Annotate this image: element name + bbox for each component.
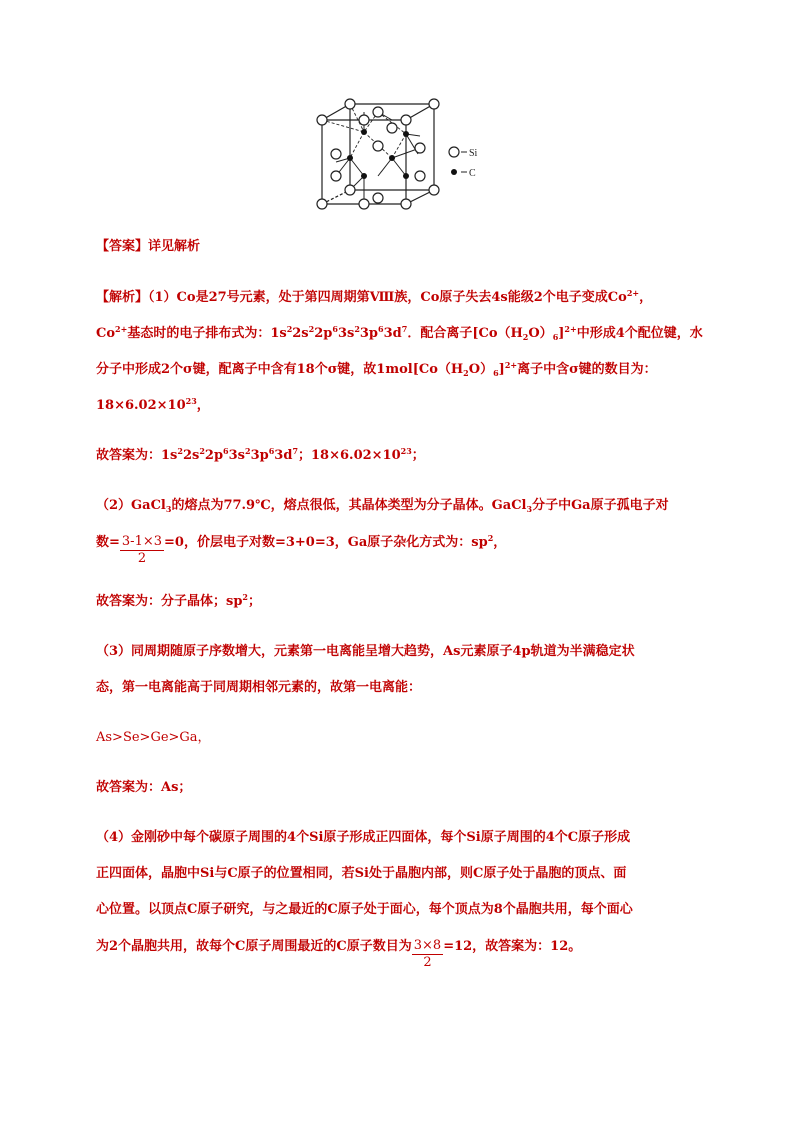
- text-run: ，: [639, 290, 653, 305]
- text-run: ]: [558, 326, 565, 341]
- text-run: ]: [498, 362, 505, 377]
- analysis-p1-line3: [96, 361, 657, 379]
- analysis-p2-answer: [96, 593, 261, 611]
- fraction-denominator: 2: [137, 551, 147, 566]
- text-run: ，: [196, 398, 210, 413]
- subscript: 3: [526, 504, 533, 514]
- text-run: 3s: [337, 326, 355, 341]
- subscript: 2: [463, 368, 469, 378]
- text-run: 故答案为：1s: [96, 448, 178, 463]
- superscript: 2: [487, 533, 494, 543]
- analysis-p3-line2: 态，第一电离能高于同周期相邻元素的，故第一电离能：: [96, 680, 422, 695]
- analysis-p4-line3: 心位置。以顶点C原子研究，与之最近的C原子处于面心，每个顶点为8个晶胞共用，每个面心: [96, 902, 633, 917]
- analysis-p3-line1: （3）同周期随原子序数增大，元素第一电离能呈增大趋势，As元素原子4p轨道为半满稳定状: [96, 644, 635, 659]
- analysis-tag: 【解析】: [96, 290, 149, 305]
- analysis-p4-line2: 正四面体，晶胞中Si与C原子的位置相同，若Si处于晶胞内部，则C原子处于晶胞的顶点、面: [96, 866, 627, 881]
- superscript: 2: [177, 446, 183, 456]
- superscript: 23: [400, 446, 412, 456]
- text-run: Co: [96, 326, 116, 341]
- subscript: 2: [522, 332, 529, 342]
- text-run: 2s: [182, 448, 200, 463]
- superscript: 2: [354, 324, 360, 334]
- superscript: 2: [245, 446, 251, 456]
- text-run: 3s: [228, 448, 245, 463]
- answer-text: 详见解析: [148, 239, 201, 254]
- text-run: ；: [248, 594, 262, 609]
- superscript: 6: [378, 324, 384, 334]
- analysis-p4-line4: [96, 930, 582, 970]
- superscript: 6: [223, 446, 229, 456]
- subscript: 6: [552, 332, 559, 342]
- fraction-nearest-c: [412, 938, 443, 971]
- superscript: 6: [268, 446, 275, 456]
- analysis-p2-line1: [96, 497, 669, 515]
- answer-line: [96, 238, 200, 256]
- fraction-lone-pairs: [120, 534, 164, 567]
- text-run: 2s: [292, 326, 309, 341]
- analysis-p1-line4: [96, 397, 210, 415]
- superscript: 2: [286, 324, 293, 334]
- superscript: 23: [185, 396, 197, 406]
- text-run: 离子中含σ键的数目为：: [517, 362, 657, 377]
- superscript: 2: [242, 592, 248, 602]
- subscript: 3: [165, 504, 172, 514]
- superscript: 6: [332, 324, 338, 334]
- answer-tag: 【答案】: [96, 239, 149, 254]
- superscript: 2: [199, 446, 205, 456]
- text-run: 为2个晶胞共用，故每个C原子周围最近的C原子数目为: [96, 939, 412, 954]
- fraction-numerator: 3×8: [413, 938, 442, 953]
- fraction-numerator: 3-1×3: [121, 534, 163, 549]
- text-run: ．配合离子[Co（H: [407, 326, 523, 341]
- subscript: 6: [493, 368, 499, 378]
- text-run: （1）Co是27号元素，处于第四周期第Ⅷ族，Co原子失去4s能级2个电子变成Co: [148, 290, 627, 305]
- text-run: 中形成4个配位键，水: [576, 326, 703, 341]
- analysis-p4-line1: （4）金刚砂中每个碳原子周围的4个Si原子形成正四面体，每个Si原子周围的4个C原子形成: [96, 830, 631, 845]
- analysis-p1-answer: [96, 447, 425, 465]
- text-run: ；: [411, 448, 425, 463]
- text-run: =12，故答案为：12。: [443, 939, 582, 954]
- text-run: 18×6.02×10: [96, 398, 186, 413]
- analysis-p1-line2: [96, 325, 703, 343]
- text-run: O）: [468, 362, 494, 377]
- text-run: 3d: [274, 448, 293, 463]
- analysis-p2-line2: [96, 526, 507, 566]
- text-run: =0，价层电子对数=3+0=3，Ga原子杂化方式为：sp: [164, 535, 488, 550]
- text-run: ，: [493, 535, 507, 550]
- text-run: 故答案为：分子晶体；sp: [96, 594, 243, 609]
- text-run: 3p: [250, 448, 269, 463]
- text-run: 3p: [359, 326, 379, 341]
- text-run: 2p: [314, 326, 333, 341]
- legend-c-label: C: [469, 168, 476, 179]
- text-run: 分子中形成2个σ键，配离子中含有18个σ键，故1mol[Co（H: [96, 362, 464, 377]
- superscript: 7: [292, 446, 299, 456]
- legend-si-label: Si: [469, 148, 478, 159]
- superscript: 7: [401, 324, 408, 334]
- text-run: （2）GaCl: [96, 498, 166, 513]
- fraction-denominator: 2: [423, 955, 432, 970]
- superscript: 2+: [504, 360, 518, 370]
- superscript: 2+: [115, 324, 128, 334]
- text-run: 3d: [383, 326, 402, 341]
- superscript: 2+: [564, 324, 577, 334]
- superscript: 2+: [626, 288, 640, 298]
- crystal-structure-figure: [310, 96, 490, 214]
- text-run: 基态时的电子排布式为：1s: [127, 326, 287, 341]
- analysis-p1-line1: [96, 289, 652, 307]
- text-run: 2p: [204, 448, 224, 463]
- analysis-p3-line3: As>Se>Ge>Ga，: [96, 730, 211, 745]
- superscript: 2: [308, 324, 315, 334]
- text-run: O）: [528, 326, 553, 341]
- text-run: 数=: [96, 535, 120, 550]
- analysis-p3-answer: 故答案为：As；: [96, 780, 192, 795]
- text-run: ；18×6.02×10: [298, 448, 401, 463]
- text-run: 分子中Ga原子孤电子对: [532, 498, 669, 513]
- text-run: 的熔点为77.9℃，熔点很低，其晶体类型为分子晶体。GaCl: [171, 498, 527, 513]
